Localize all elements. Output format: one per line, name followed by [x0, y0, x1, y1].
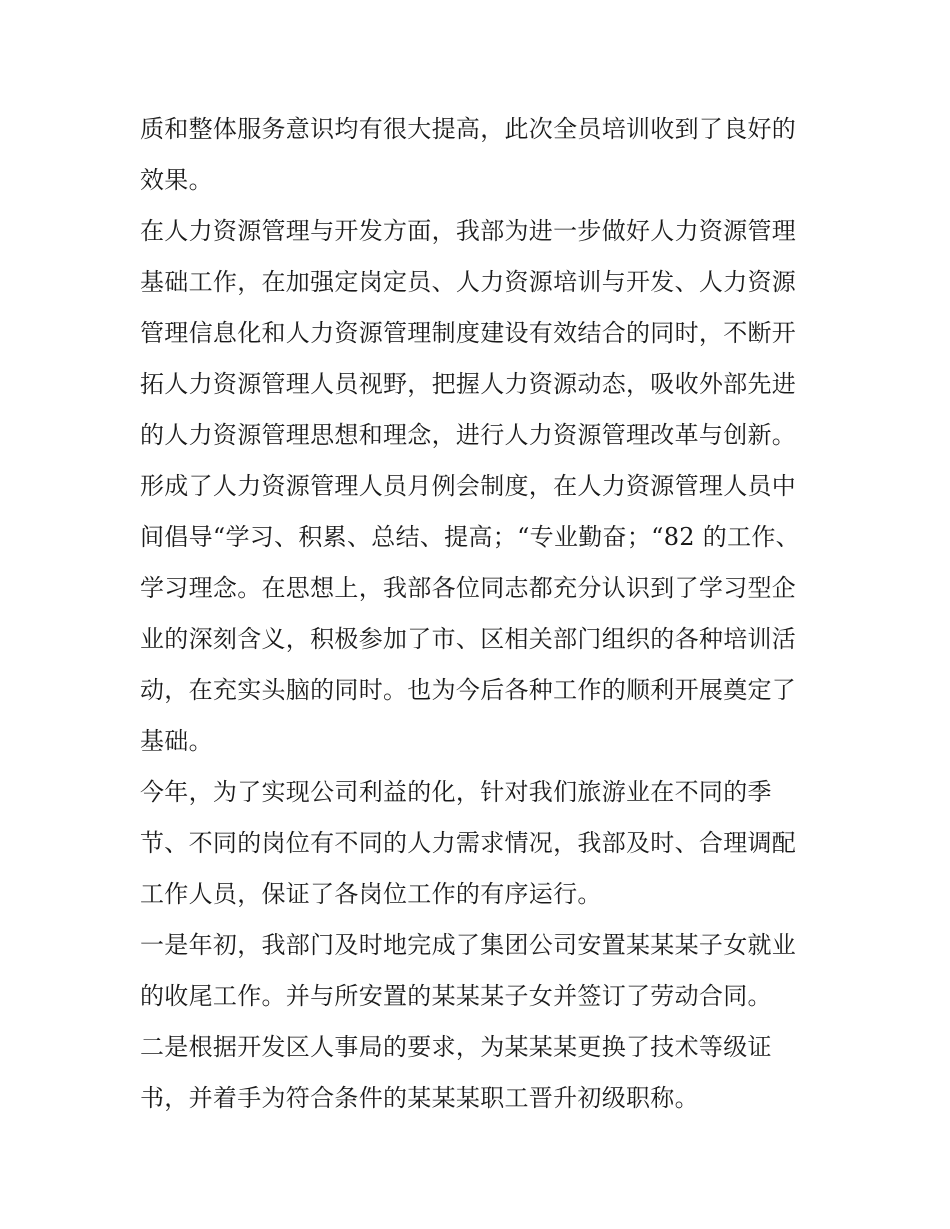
- text-line: 今年，为了实现公司利益的化，针对我们旅游业在不同的季: [140, 778, 772, 806]
- text-line: 形成了人力资源管理人员月例会制度，在人力资源管理人员中: [140, 472, 797, 500]
- text-line: 二是根据开发区人事局的要求，为某某某更换了技术等级证: [140, 1033, 772, 1061]
- text-line: 管理信息化和人力资源管理制度建设有效结合的同时，不断开: [140, 319, 797, 347]
- text-line: 拓人力资源管理人员视野，把握人力资源动态，吸收外部先进: [140, 370, 797, 398]
- text-line: 在人力资源管理与开发方面，我部为进一步做好人力资源管理: [140, 217, 797, 245]
- text-line: 基础工作，在加强定岗定员、人力资源培训与开发、人力资源: [140, 268, 797, 296]
- text-line: 书，并着手为符合条件的某某某职工晋升初级职称。: [140, 1084, 699, 1112]
- text-line: 业的深刻含义，积极参加了市、区相关部门组织的各种培训活: [140, 625, 797, 653]
- text-line: 动，在充实头脑的同时。也为今后各种工作的顺利开展奠定了: [140, 676, 797, 704]
- text-line: 学习理念。在思想上，我部各位同志都充分认识到了学习型企: [140, 574, 797, 602]
- text-line: 质和整体服务意识均有很大提高，此次全员培训收到了良好的: [140, 115, 797, 143]
- text-line: 基础。: [140, 727, 213, 755]
- text-line: 节、不同的岗位有不同的人力需求情况，我部及时、合理调配: [140, 829, 797, 857]
- text-line: 间倡导“学习、积累、总结、提高；“专业勤奋；“82 的工作、: [140, 523, 800, 551]
- text-line: 一是年初，我部门及时地完成了集团公司安置某某某子女就业: [140, 931, 797, 959]
- text-line: 效果。: [140, 166, 213, 194]
- text-line: 的收尾工作。并与所安置的某某某子女并签订了劳动合同。: [140, 982, 772, 1010]
- text-line: 工作人员，保证了各岗位工作的有序运行。: [140, 880, 602, 908]
- text-line: 的人力资源管理思想和理念，进行人力资源管理改革与创新。: [140, 421, 797, 449]
